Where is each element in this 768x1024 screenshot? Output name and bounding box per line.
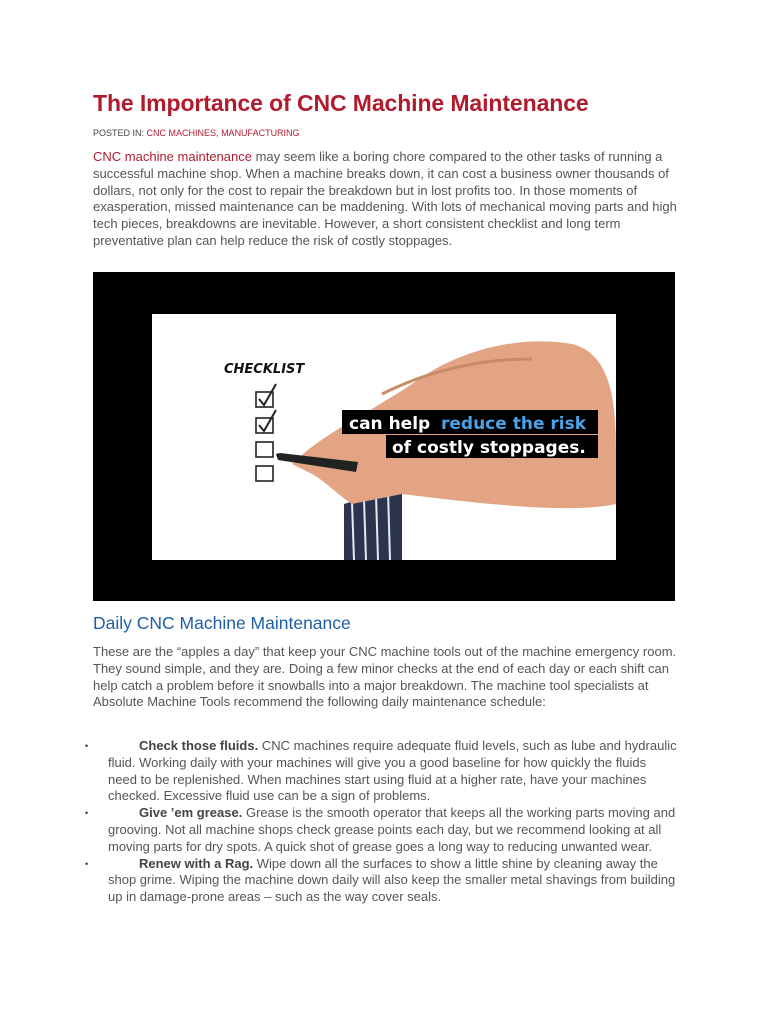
article	[85, 88, 677, 905]
list-item-title: Check those fluids.	[139, 738, 259, 753]
caption-line1-b: reduce the risk	[441, 414, 587, 434]
section-paragraph: These are the “apples a day” that keep your CNC machine tools out of the machine emergency room. They sound simple, and they are. Doing a few minor checks at the end of each day or each shift can help catch a problem before it snowballs into a major breakdown. The machine tool specialists at Absolute Machine Tools recommend the following daily maintenance schedule:	[93, 644, 677, 710]
category-link-manufacturing[interactable]: MANUFACTURING	[221, 128, 300, 138]
list-item-text: Grease is the smooth operator that keeps all the working parts moving and grooving. Not all machine shops check grease points each day, but we recommend looking at all moving parts for dry spots. A quick shot of grease goes a long way to reducing unwanted wear.	[108, 805, 676, 854]
posted-in-label: POSTED IN:	[93, 128, 145, 138]
posted-in-meta	[93, 127, 675, 139]
checkbox-empty-icon	[256, 466, 273, 481]
checklist-title: CHECKLIST	[224, 362, 305, 377]
list-item-text: CNC machines require adequate fluid levels, such as lube and hydraulic fluid. Working daily with your machines will give you a good baseline for how quickly the fluids need to be replenished. When machines start using fluid at a higher rate, have your machines checked. Excessive fluid use can be a sign of problems.	[108, 738, 677, 804]
caption-line1-a: can help	[349, 414, 431, 434]
page-title: The Importance of CNC Machine Maintenance	[93, 90, 589, 116]
cnc-maintenance-link[interactable]: CNC machine maintenance	[93, 149, 252, 164]
maintenance-list	[85, 738, 677, 906]
video-player[interactable]	[93, 272, 675, 601]
category-link-cnc-machines[interactable]: CNC MACHINES	[146, 128, 217, 138]
checkbox-empty-icon	[256, 442, 273, 457]
category-separator: ,	[216, 128, 222, 138]
bullet-icon: •	[85, 808, 89, 819]
list-item	[85, 738, 677, 805]
checklist-illustration	[152, 314, 616, 560]
section-heading: Daily CNC Machine Maintenance	[93, 613, 351, 633]
caption-line2: of costly stoppages.	[392, 438, 586, 458]
list-item-title: Renew with a Rag.	[139, 855, 254, 871]
list-item-title: Give ’em grease.	[139, 805, 243, 821]
list-item-text: Wipe down all the surfaces to show a little shine by cleaning away the shop grime. Wiping the machine down daily will also keep the smaller metal shavings from building up in damage-prone areas – such as the way cover seals.	[108, 855, 676, 905]
intro-paragraph	[93, 149, 677, 250]
list-item	[85, 805, 677, 855]
bullet-icon: •	[85, 741, 89, 751]
video-frame	[152, 314, 616, 560]
intro-text: may seem like a boring chore compared to the other tasks of running a successful machine shop. When a machine breaks down, it can cost a business owner thousands of dollars, not only for the cost to repair the breakdown but in lost profits too. In those moments of exasperation, missed maintenance can be maddening. With lots of mechanical moving parts and high tech pieces, breakdowns are inevitable. However, a short consistent checklist and long term preventative plan can help reduce the risk of costly stoppages.	[93, 149, 677, 248]
bullet-icon: •	[85, 858, 89, 869]
list-item	[85, 855, 677, 906]
